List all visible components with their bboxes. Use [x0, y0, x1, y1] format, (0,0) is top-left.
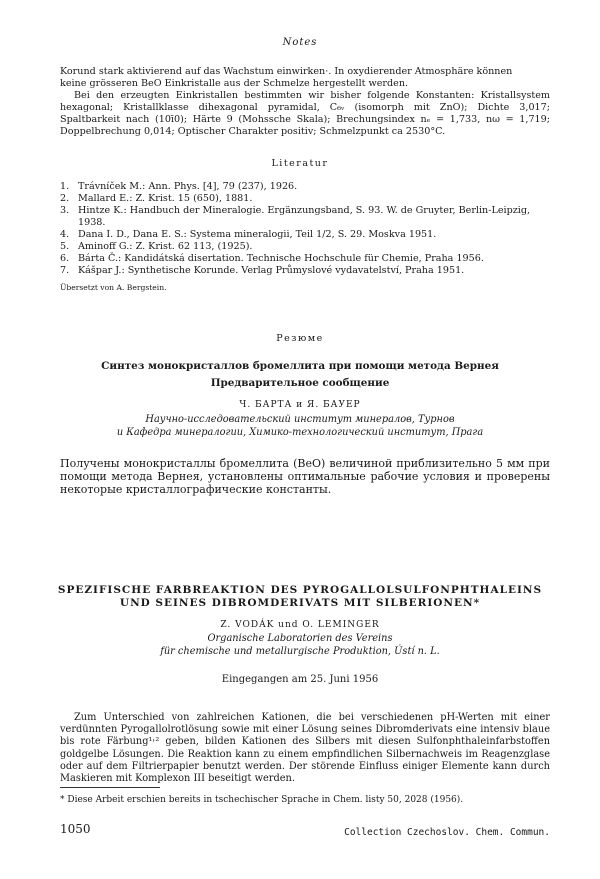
footnote: * Diese Arbeit erschien bereits in tschechischer Sprache in Chem. listy 50, 2028 (1956). [60, 795, 464, 805]
running-head: Notes [282, 37, 318, 48]
intro-paragraph [60, 66, 550, 138]
translator-note: Übersetzt von A. Bergstein. [60, 283, 167, 292]
title-line: UND SEINES DIBROMDERIVATS MIT SILBERIONEN* [119, 597, 481, 609]
article-affiliation [0, 633, 600, 658]
journal-name: Collection Czechoslov. Chem. Commun. [344, 827, 550, 838]
reference-list [60, 181, 550, 277]
reference-item: 5. Aminoff G.: Z. Krist. 62 113, (1925). [60, 241, 253, 252]
reference-item: 2. Mallard E.: Z. Krist. 15 (650), 1881. [60, 193, 253, 204]
title-line: SPEZIFISCHE FARBREAKTION DES PYROGALLOLSULFONPHTHALEINS [57, 584, 543, 596]
resume-affiliation [0, 414, 600, 439]
article-abstract: Zum Unterschied von zahlreichen Kationen, die bei verschiedenen pH-Werten mit einer verdünnten Pyrogallolrotlösung sowie mit einer Lösung seines Dibromderivats eine intensiv blaue bis rote Färbung¹˒² geben, bilden Kationen des Silbers mit diesen Sulfonphthaleinfarbstoffen goldgelbe Lösungen. Die Reaktion kann zu einem empfindlichen Silbernachweis im Reagenzglase oder auf dem Filtrierpapier benutzt werden. Der störende Einfluss einiger Elemente kann durch Maskieren mit Komplexon III beseitigt werden. [60, 712, 550, 785]
reference-item: 4. Dana I. D., Dana E. S.: Systema mineralogii, Teil 1/2, S. 29. Moskva 1951. [60, 229, 437, 240]
resume-authors: Ч. БАРТА и Я. БАУЕР [239, 400, 361, 410]
intro-line: Korund stark aktivierend auf das Wachstum einwirken·. In oxydierender Atmosphäre können [60, 66, 513, 77]
article-authors: Z. VODÁK und O. LEMINGER [220, 620, 380, 630]
article-title [0, 584, 600, 610]
received-date: Eingegangen am 25. Juni 1956 [221, 674, 379, 685]
resume-title: Синтез монокристаллов бромеллита при помощи метода Вернея [101, 360, 499, 372]
affiliation-line: Научно-исследовательский институт минералов, Турнов [145, 414, 455, 425]
affiliation-line: Organische Laboratorien des Vereins [207, 633, 393, 644]
reference-item: 1. Trávníček M.: Ann. Phys. [4], 79 (237), 1926. [60, 181, 298, 192]
affiliation-line: и Кафедра минералогии, Химико-технологический институт, Прага [116, 426, 484, 438]
resume-body: Получены монокристаллы бромеллита (BeO) величиной приблизительно 5 мм при помощи метода Вернея, установлены оптимальные рабочие условия и проверены некоторые кристаллографические константы. [60, 457, 550, 496]
intro-line: keine grösseren BeO Einkristalle aus der Schmelze hergestellt werden. [60, 78, 409, 89]
resume-heading: Резюме [276, 333, 324, 344]
reference-item: 7. Kášpar J.: Synthetische Korunde. Verlag Průmyslové vydavatelství, Praha 1951. [60, 265, 465, 276]
page-number: 1050 [60, 822, 91, 836]
literature-heading: Literatur [271, 158, 329, 169]
affiliation-line: für chemische und metallurgische Produktion, Ústí n. L. [160, 645, 440, 657]
reference-item: 6. Bárta Č.: Kandidátská disertation. Technische Hochschule für Chemie, Praha 1956. [60, 253, 484, 264]
footnote-rule [60, 787, 160, 788]
reference-item: 3. Hintze K.: Handbuch der Mineralogie. Ergänzungsband, S. 93. W. de Gruyter, Berlin-Leipzig, 1938. [60, 205, 531, 228]
constants-paragraph: Bei den erzeugten Einkristallen bestimmten wir bisher folgende Konstanten: Kristallsystem hexagonal; Kristallklasse dihexagonal pyramidal, C₆ᵥ (isomorph mit ZnO); Dichte 3,017; Spaltbarkeit nach (10ī0); Härte 9 (Mohssche Skala); Brechungsindex nₑ = 1,733, nω = 1,719; Doppelbrechung 0,014; Optischer Charakter positiv; Schmelzpunkt ca 2530°C. [60, 90, 550, 137]
resume-subtitle: Предварительное сообщение [210, 377, 390, 389]
